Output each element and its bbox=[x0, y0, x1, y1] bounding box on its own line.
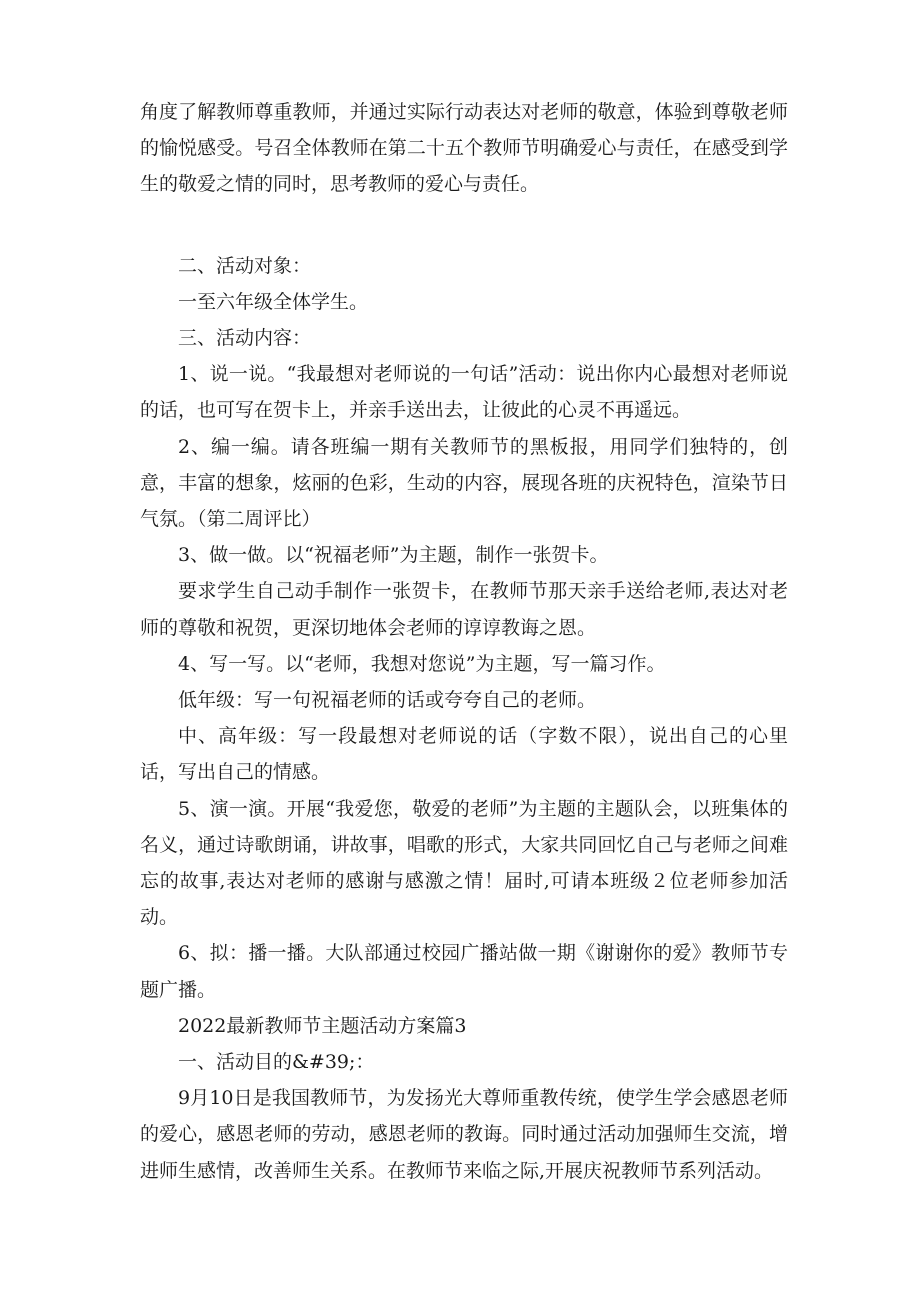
paragraph-item-4: 4、写一写。以“老师，我想对您说”为主题，写一篇习作。 bbox=[178, 652, 666, 675]
section-heading-content: 三、活动内容： bbox=[178, 327, 312, 350]
section-heading-purpose: 一、活动目的&#39;： bbox=[178, 1051, 375, 1074]
paragraph-purpose: 9月10日是我国教师节，为发扬光大尊师重教传统，使学生学会感恩老师的爱心，感恩老师的劳动，感恩老师的教诲。同时通过活动加强师生交流，增进师生感情，改善师生关系。在教师节来临之际,开展庆祝教师节系列活动。 bbox=[140, 1087, 788, 1182]
paragraph-intro-continuation: 角度了解教师尊重教师，并通过实际行动表达对老师的敬意，体验到尊敬老师的愉悦感受。号召全体教师在第二十五个教师节明确爱心与责任，在感受到学生的敬爱之情的同时，思考教师的爱心与责任。 bbox=[140, 101, 788, 196]
paragraph-item-5: 5、演一演。开展“我爱您，敬爱的老师”为主题的主题队会，以班集体的名义，通过诗歌朗诵，讲故事，唱歌的形式，大家共同回忆自己与老师之间难忘的故事,表达对老师的感谢与感激之情！届时,可请本班级２位老师参加活动。 bbox=[140, 797, 788, 929]
paragraph-gap bbox=[140, 203, 788, 248]
paragraph-item-3-detail: 要求学生自己动手制作一张贺卡，在教师节那天亲手送给老师,表达对老师的尊敬和祝贺，更深切地体会老师的谆谆教诲之恩。 bbox=[140, 580, 788, 639]
paragraph-item-1: 1、说一说。“我最想对老师说的一句话”活动：说出你内心最想对老师说的话，也可写在贺卡上，并亲手送出去，让彼此的心灵不再遥远。 bbox=[140, 363, 788, 422]
paragraph-item-3: 3、做一做。以“祝福老师”为主题，制作一张贺卡。 bbox=[178, 544, 609, 567]
paragraph-participants: 一至六年级全体学生。 bbox=[178, 290, 369, 313]
document-body bbox=[140, 94, 788, 1189]
paragraph-item-4-lower-grade: 低年级：写一句祝福老师的话或夸夸自己的老师。 bbox=[178, 689, 597, 712]
paragraph-item-6: 6、拟：播一播。大队部通过校园广播站做一期《谢谢你的爱》教师节专题广播。 bbox=[140, 942, 788, 1001]
paragraph-item-2: 2、编一编。请各班编一期有关教师节的黑板报，用同学们独特的，创意，丰富的想象，炫丽的色彩，生动的内容，展现各班的庆祝特色，渲染节日气氛。（第二周评比） bbox=[140, 435, 788, 531]
chapter-title: 2022最新教师节主题活动方案篇3 bbox=[178, 1014, 467, 1037]
paragraph-item-4-upper-grade: 中、高年级：写一段最想对老师说的话（字数不限），说出自己的心里话，写出自己的情感。 bbox=[140, 725, 788, 784]
section-heading-participants: 二、活动对象： bbox=[178, 254, 312, 277]
